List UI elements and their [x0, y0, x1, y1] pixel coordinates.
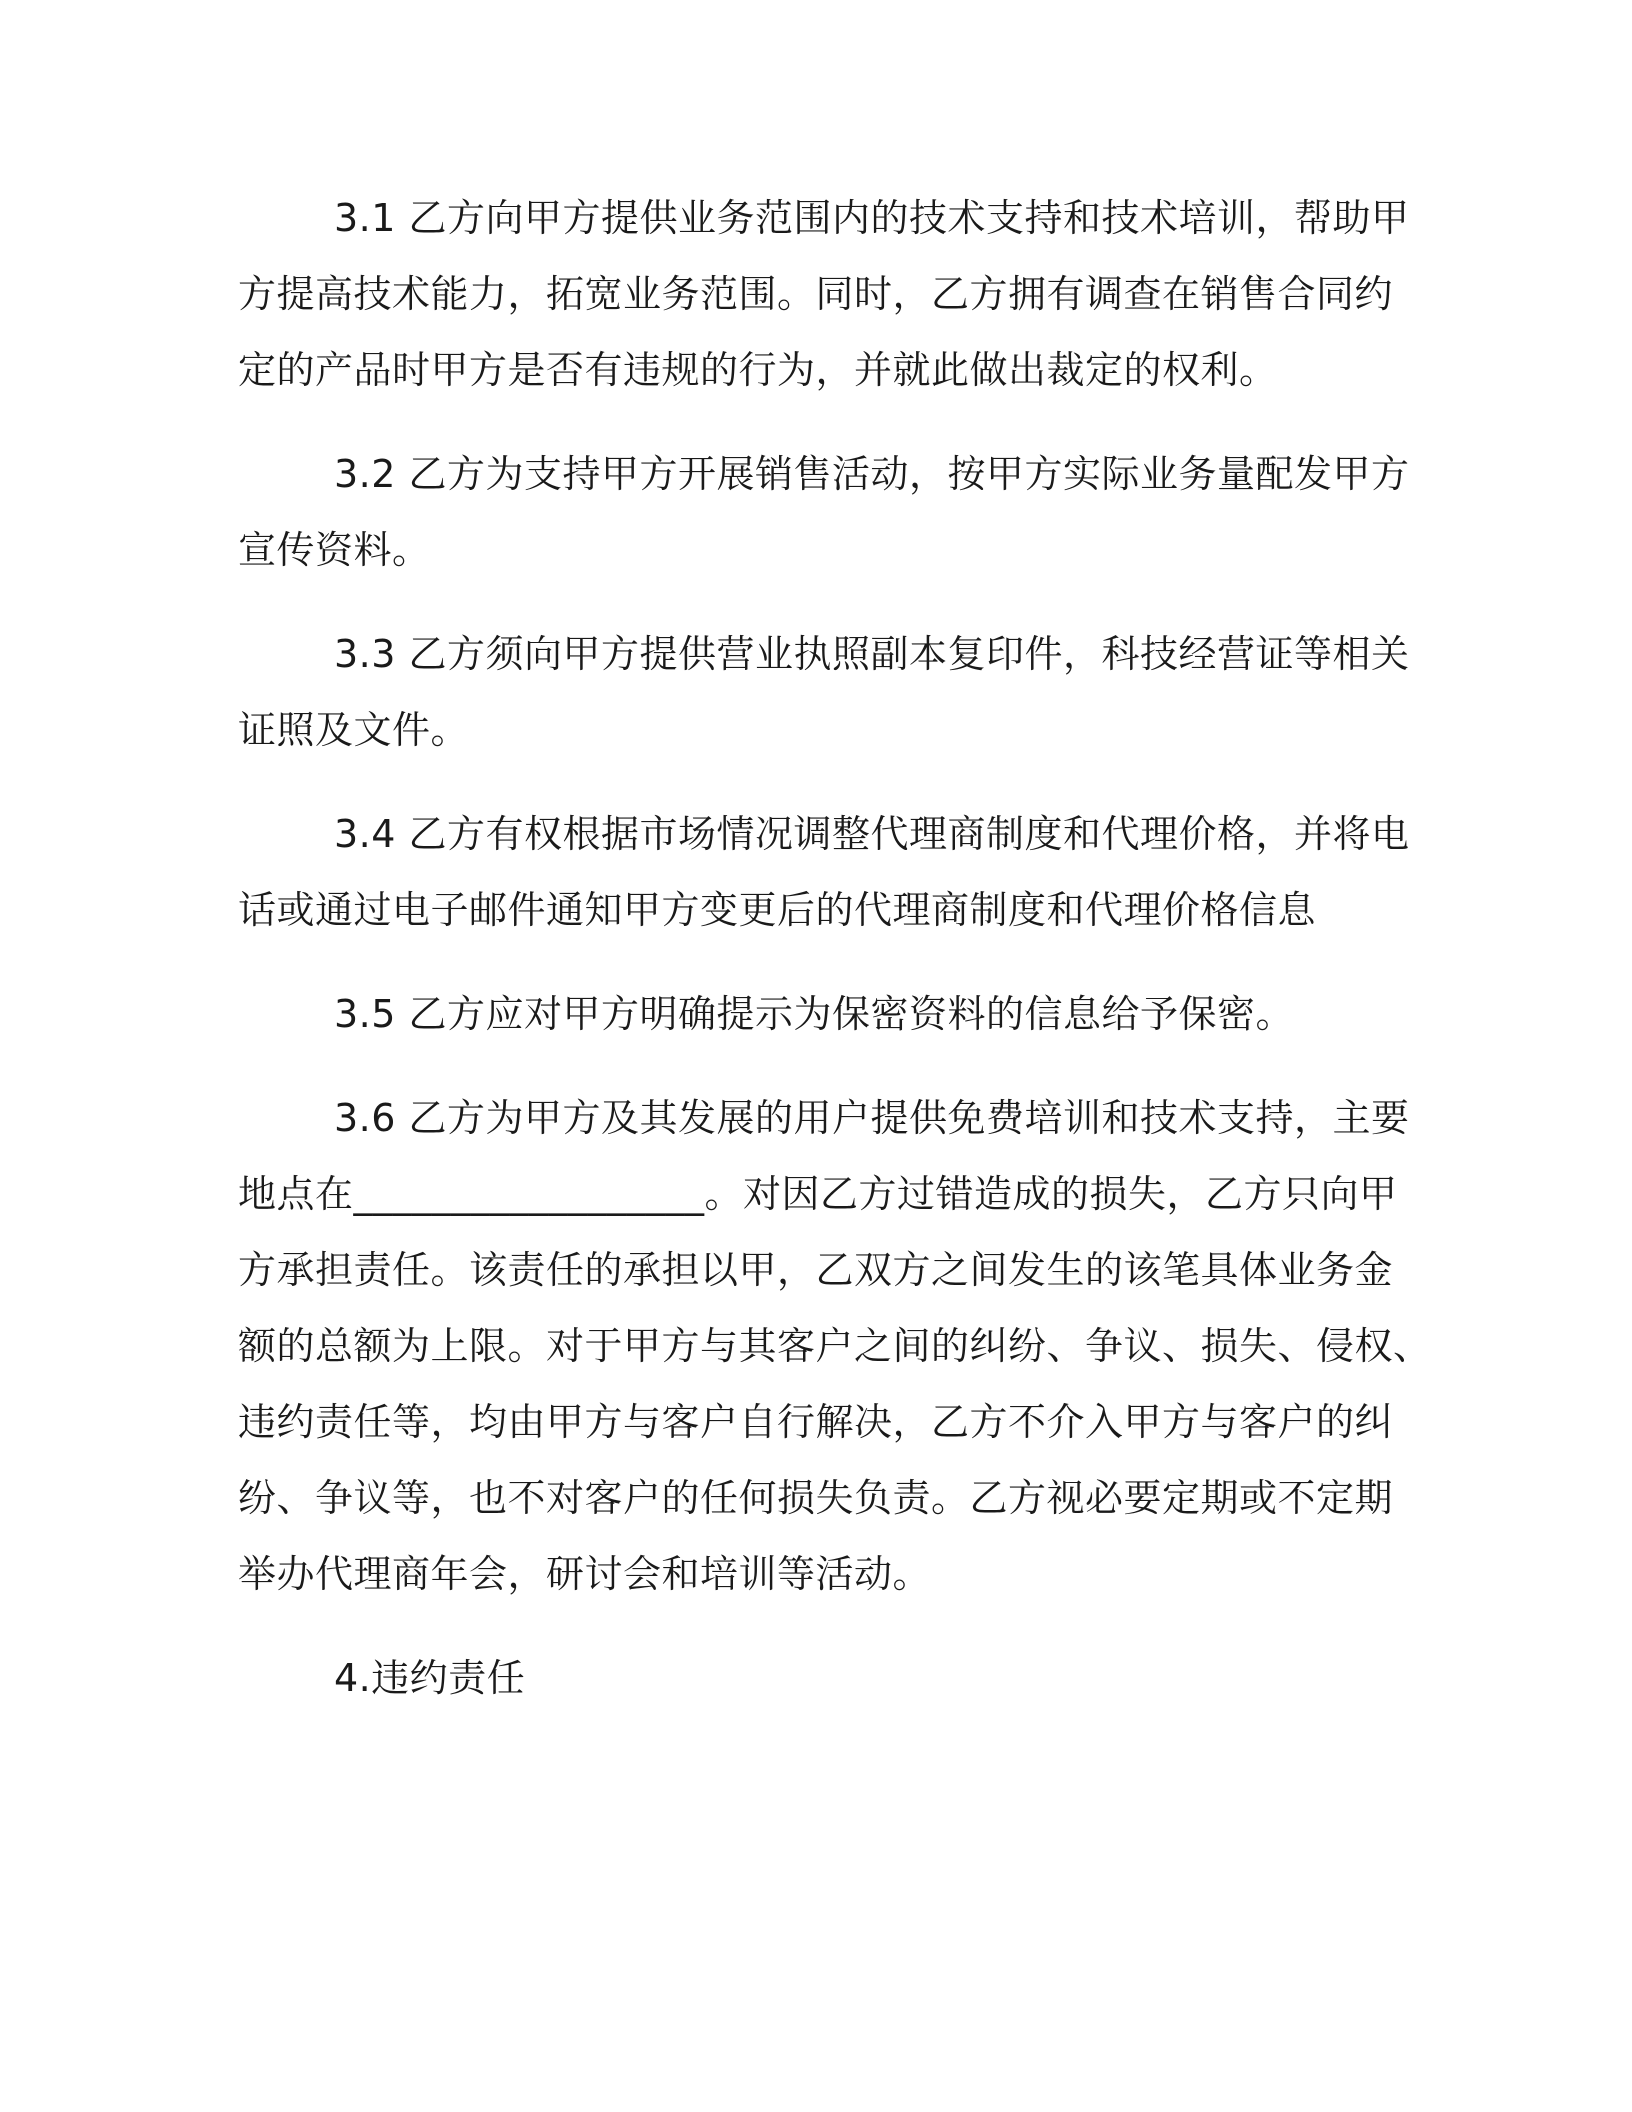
section-title: 4.违约责任: [334, 1656, 526, 1700]
clause-line: 违约责任等，均由甲方与客户自行解决，乙方不介入甲方与客户的纠: [238, 1400, 1394, 1444]
clause-line: 方提高技术能力，拓宽业务范围。同时，乙方拥有调查在销售合同约: [238, 272, 1394, 316]
clause-line: 地点在__________________。对因乙方过错造成的损失，乙方只向甲: [238, 1172, 1398, 1216]
clause-line: 定的产品时甲方是否有违规的行为，并就此做出裁定的权利。: [238, 348, 1278, 392]
clause-line: 证照及文件。: [238, 708, 470, 752]
clause-line: 3.6 乙方为甲方及其发展的用户提供免费培训和技术支持，主要: [334, 1096, 1410, 1140]
clause-line: 举办代理商年会，研讨会和培训等活动。: [238, 1552, 932, 1596]
clause-line: 3.5 乙方应对甲方明确提示为保密资料的信息给予保密。: [334, 992, 1295, 1036]
clause-line: 3.2 乙方为支持甲方开展销售活动，按甲方实际业务量配发甲方: [334, 452, 1410, 496]
clause-line: 话或通过电子邮件通知甲方变更后的代理商制度和代理价格信息: [238, 888, 1317, 932]
clause-line: 3.3 乙方须向甲方提供营业执照副本复印件，科技经营证等相关: [334, 632, 1410, 676]
clause-line: 宣传资料。: [238, 528, 431, 572]
clause-line: 方承担责任。该责任的承担以甲，乙双方之间发生的该笔具体业务金: [238, 1248, 1394, 1292]
clause-line: 纷、争议等，也不对客户的任何损失负责。乙方视必要定期或不定期: [238, 1476, 1394, 1520]
clause-line: 3.1 乙方向甲方提供业务范围内的技术支持和技术培训，帮助甲: [334, 196, 1410, 240]
clause-line: 额的总额为上限。对于甲方与其客户之间的纠纷、争议、损失、侵权、: [238, 1324, 1432, 1368]
clause-line: 3.4 乙方有权根据市场情况调整代理商制度和代理价格，并将电: [334, 812, 1410, 856]
